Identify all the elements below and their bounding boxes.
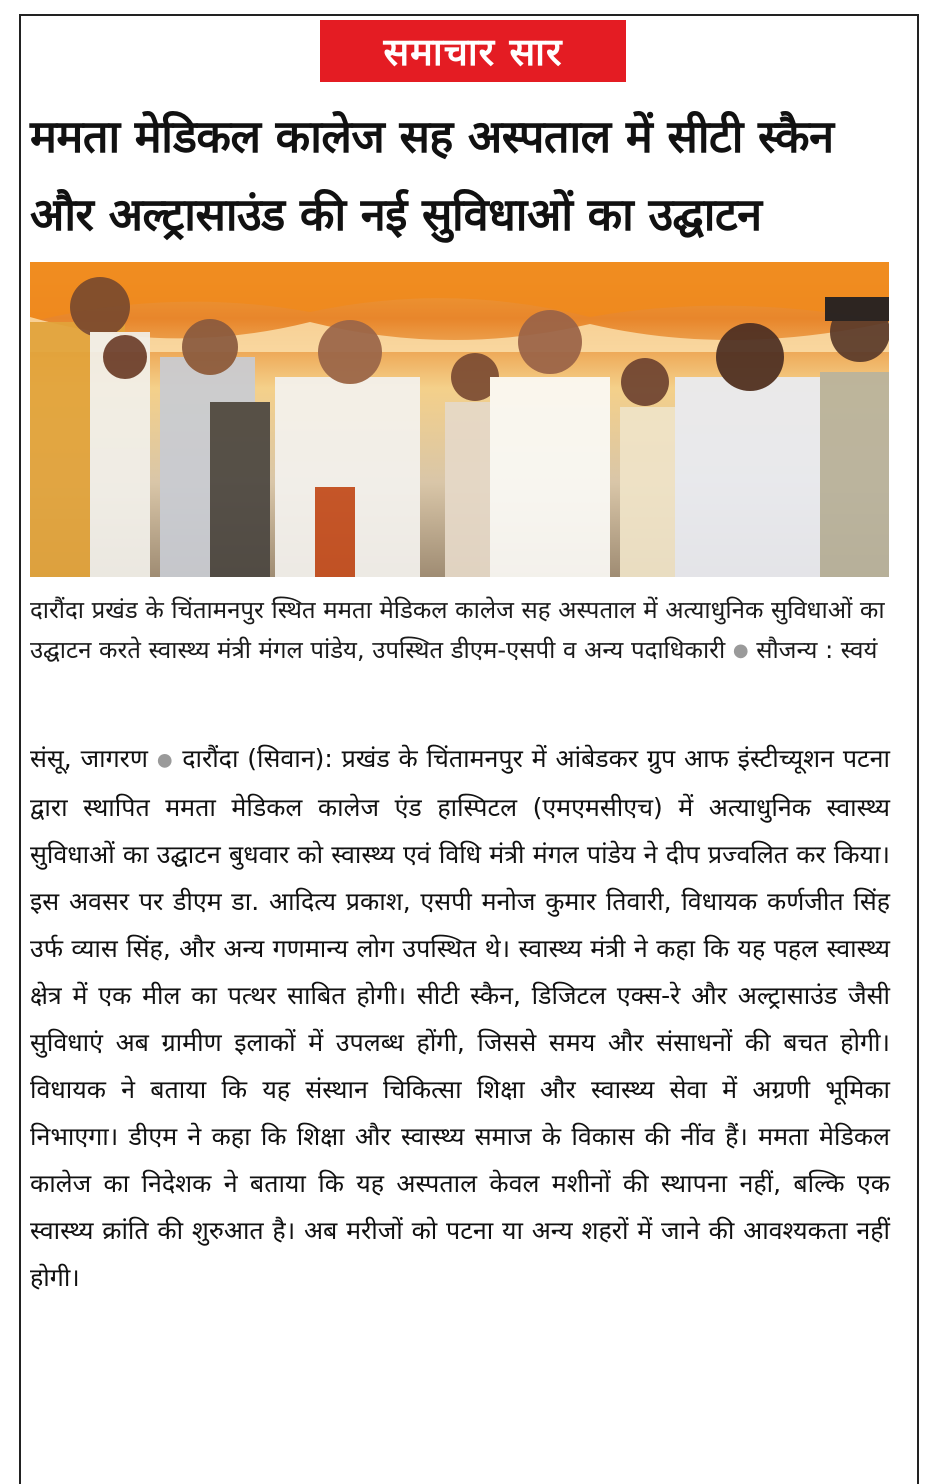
section-tag-label: समाचार सार	[383, 30, 563, 74]
dateline: दारौंदा (सिवान):	[182, 744, 333, 773]
photo-illustration	[30, 262, 889, 577]
section-tag	[320, 20, 626, 82]
bullet-icon: ●	[732, 640, 749, 661]
byline: संसू, जागरण	[30, 744, 148, 773]
caption-credit: सौजन्य : स्वयं	[756, 636, 878, 664]
headline: ममता मेडिकल कालेज सह अस्पताल में सीटी स्कैन और अल्ट्रासाउंड की नई सुविधाओं का उद्घाटन	[30, 110, 834, 241]
bullet-icon: ●	[156, 749, 174, 771]
caption-text: दारौंदा प्रखंड के चिंतामनपुर स्थित ममता मेडिकल कालेज सह अस्पताल में अत्याधुनिक सुविधाओं का उद्घाटन करते स्वास्थ्य मंत्री मंगल पांडेय, उपस्थित डीएम-एसपी व अन्य पदाधिकारी	[30, 596, 885, 664]
article-body	[30, 735, 890, 1301]
photo-caption	[30, 590, 910, 671]
news-photo	[30, 262, 889, 577]
body-text: प्रखंड के चिंतामनपुर में आंबेडकर ग्रुप आफ इंस्टीच्यूशन पटना द्वारा स्थापित ममता मेडिकल कालेज एंड हास्पिटल (एमएमसीएच) में अत्याधुनिक स्वास्थ्य सुविधाओं का उद्घाटन बुधवार को स्वास्थ्य एवं विधि मंत्री मंगल पांडेय ने दीप प्रज्वलित कर किया। इस अवसर पर डीएम डा. आदित्य प्रकाश, एसपी मनोज कुमार तिवारी, विधायक कर्णजीत सिंह उर्फ व्यास सिंह, और अन्य गणमान्य लोग उपस्थित थे। स्वास्थ्य मंत्री ने कहा कि यह पहल स्वास्थ्य क्षेत्र में एक मील का पत्थर साबित होगी। सीटी स्कैन, डिजिटल एक्स-रे और अल्ट्रासाउंड जैसी सुविधाएं अब ग्रामीण इलाकों में उपलब्ध होंगी, जिससे समय और संसाधनों की बचत होगी। विधायक ने बताया कि यह संस्थान चिकित्सा शिक्षा और स्वास्थ्य सेवा में अग्रणी भूमिका निभाएगा। डीएम ने कहा कि शिक्षा और स्वास्थ्य समाज के विकास की नींव हैं। ममता मेडिकल कालेज का निदेशक ने बताया कि यह अस्पताल केवल मशीनों की स्थापना नहीं, बल्कि एक स्वास्थ्य क्रांति की शुरुआत है। अब मरीजों को पटना या अन्य शहरों में जाने की आवश्यकता नहीं होगी।	[30, 744, 890, 1292]
